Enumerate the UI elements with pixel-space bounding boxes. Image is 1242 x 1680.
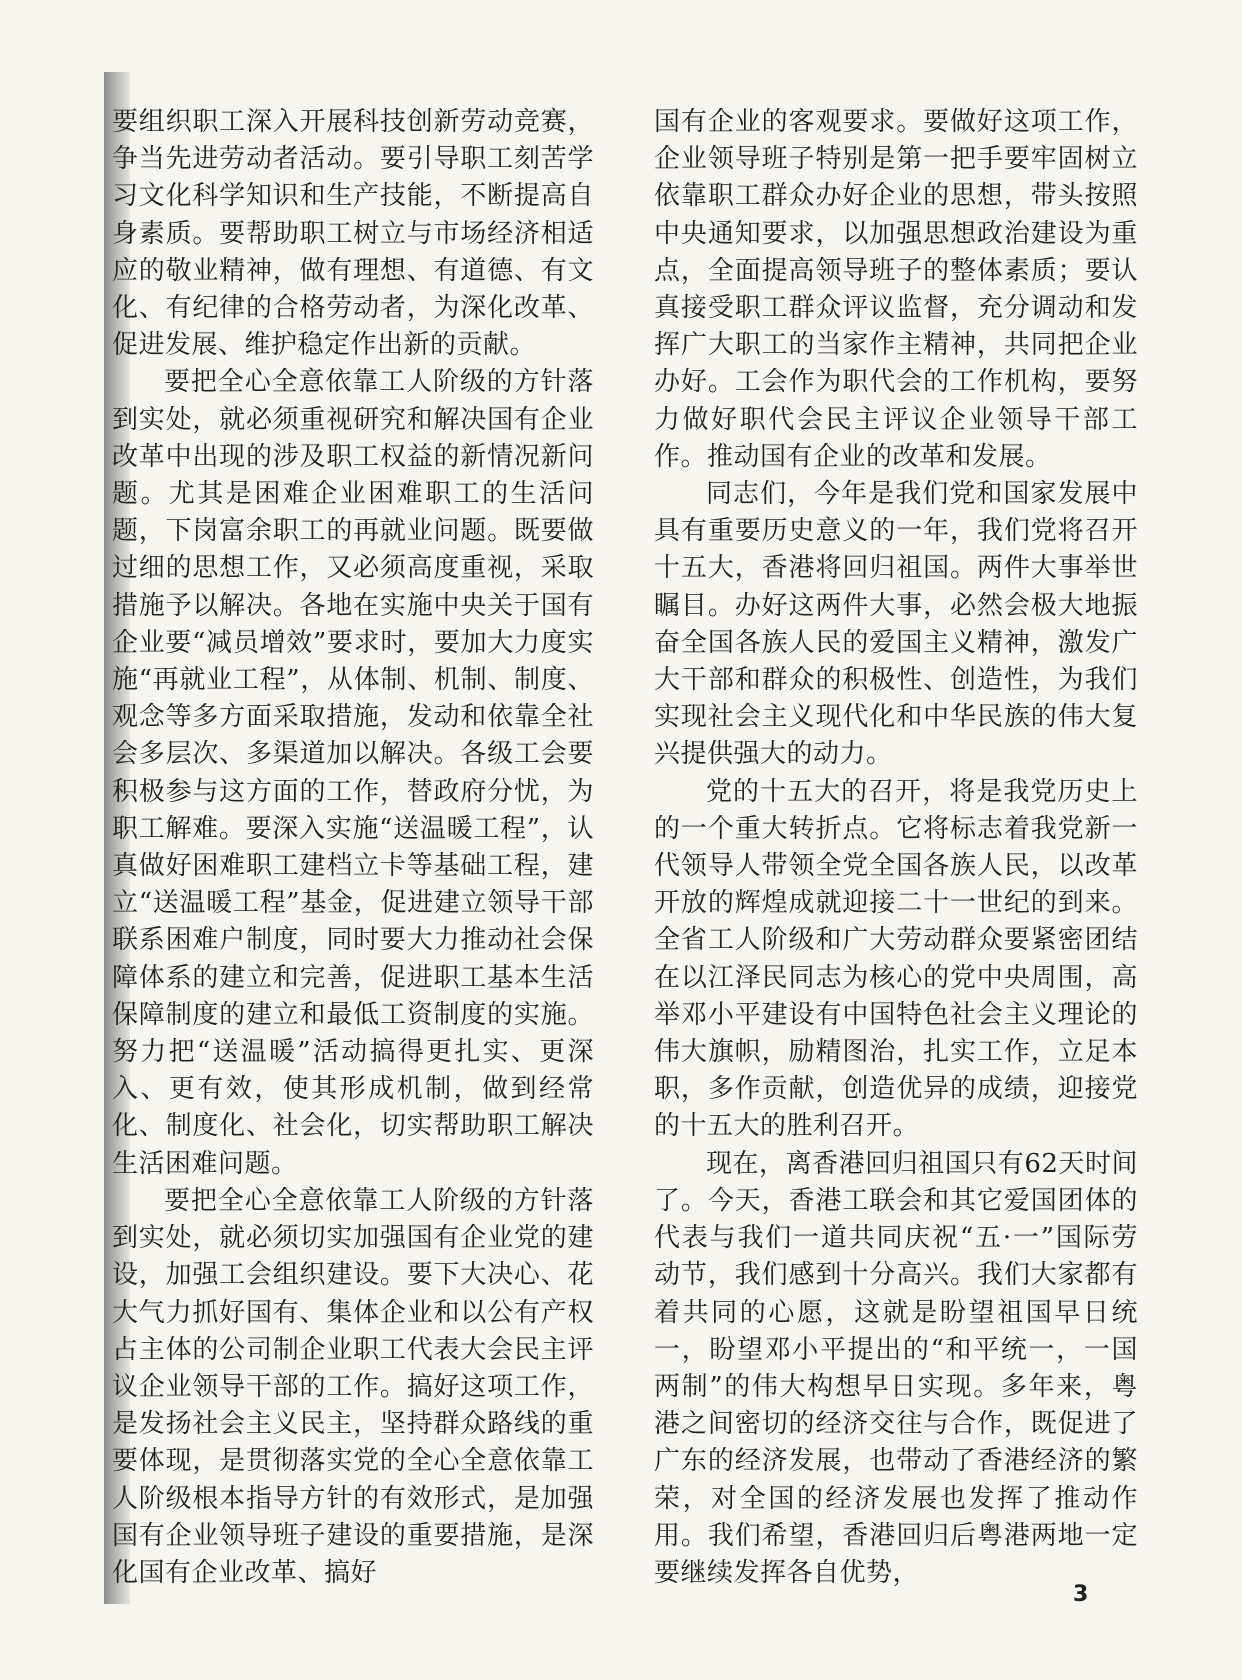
right-paragraph-4: 现在，离香港回归祖国只有62天时间了。今天，香港工联会和其它爱国团体的代表与我们一道共同庆祝“五·一”国际劳动节，我们感到十分高兴。我们大家都有着共同的心愿，这就是盼望祖国早日统一，盼望邓小平提出的“和平统一，一国两制”的伟大构想早日实现。多年来，粤港之间密切的经济交往与合作，既促进了广东的经济发展，也带动了香港经济的繁荣，对全国的经济发展也发挥了推动作用。我们希望，香港回归后粤港两地一定要继续发挥各自优势， (654, 1148, 1138, 1588)
right-paragraph-1: 国有企业的客观要求。要做好这项工作，企业领导班子特别是第一把手要牢固树立依靠职工群众办好企业的思想，带头按照中央通知要求，以加强思想政治建设为重点，全面提高领导班子的整体素质；要认真接受职工群众评议监督，充分调动和发挥广大职工的当家作主精神，共同把企业办好。工会作为职代会的工作机构，要努力做好职代会民主评议企业领导干部工作。推动国有企业的改革和发展。 (654, 107, 1138, 472)
left-paragraph-2: 要把全心全意依靠工人阶级的方针落到实处，就必须重视研究和解决国有企业改革中出现的涉及职工权益的新情况新问题。尤其是困难企业困难职工的生活问题，下岗富余职工的再就业问题。既要做过细的思想工作，又必须高度重视，采取措施予以解决。各地在实施中央关于国有企业要“减员增效”要求时，要加大力度实施“再就业工程”，从体制、机制、制度、观念等多方面采取措施，发动和依靠全社会多层次、多渠道加以解决。各级工会要积极参与这方面的工作，替政府分忧，为职工解难。要深入实施“送温暖工程”，认真做好困难职工建档立卡等基础工程，建立“送温暖工程”基金，促进建立领导干部联系困难户制度，同时要大力推动社会保障体系的建立和完善，促进职工基本生活保障制度的建立和最低工资制度的实施。努力把“送温暖”活动搞得更扎实、更深入、更有效，使其形成机制，做到经常化、制度化、社会化，切实帮助职工解决生活困难问题。 (112, 367, 594, 1179)
right-paragraph-2: 同志们，今年是我们党和国家发展中具有重要历史意义的一年，我们党将召开十五大，香港将回归祖国。两件大事举世瞩目。办好这两件大事，必然会极大地振奋全国各族人民的爱国主义精神，激发广大干部和群众的积极性、创造性，为我们实现社会主义现代化和中华民族的伟大复兴提供强大的动力。 (654, 479, 1138, 770)
left-paragraph-1: 要组织职工深入开展科技创新劳动竞赛，争当先进劳动者活动。要引导职工刻苦学习文化科学知识和生产技能，不断提高自身素质。要帮助职工树立与市场经济相适应的敬业精神，做有理想、有道德、有文化、有纪律的合格劳动者，为深化改革、促进发展、维护稳定作出新的贡献。 (112, 107, 594, 361)
left-column (112, 104, 594, 1592)
page-number: 3 (1073, 1582, 1089, 1607)
right-column (654, 104, 1138, 1592)
right-paragraph-3: 党的十五大的召开，将是我党历史上的一个重大转折点。它将标志着我党新一代领导人带领全党全国各族人民，以改革开放的辉煌成就迎接二十一世纪的到来。全省工人阶级和广大劳动群众要紧密团结在以江泽民同志为核心的党中央周围，高举邓小平建设有中国特色社会主义理论的伟大旗帜，励精图治，扎实工作，立足本职，多作贡献，创造优异的成绩，迎接党的十五大的胜利召开。 (654, 776, 1138, 1142)
left-paragraph-3: 要把全心全意依靠工人阶级的方针落到实处，就必须切实加强国有企业党的建设，加强工会组织建设。要下大决心、花大气力抓好国有、集体企业和以公有产权占主体的公司制企业职工代表大会民主评议企业领导干部的工作。搞好这项工作，是发扬社会主义民主，坚持群众路线的重要体现，是贯彻落实党的全心全意依靠工人阶级根本指导方针的有效形式，是加强国有企业领导班子建设的重要措施，是深化国有企业改革、搞好 (112, 1185, 594, 1588)
